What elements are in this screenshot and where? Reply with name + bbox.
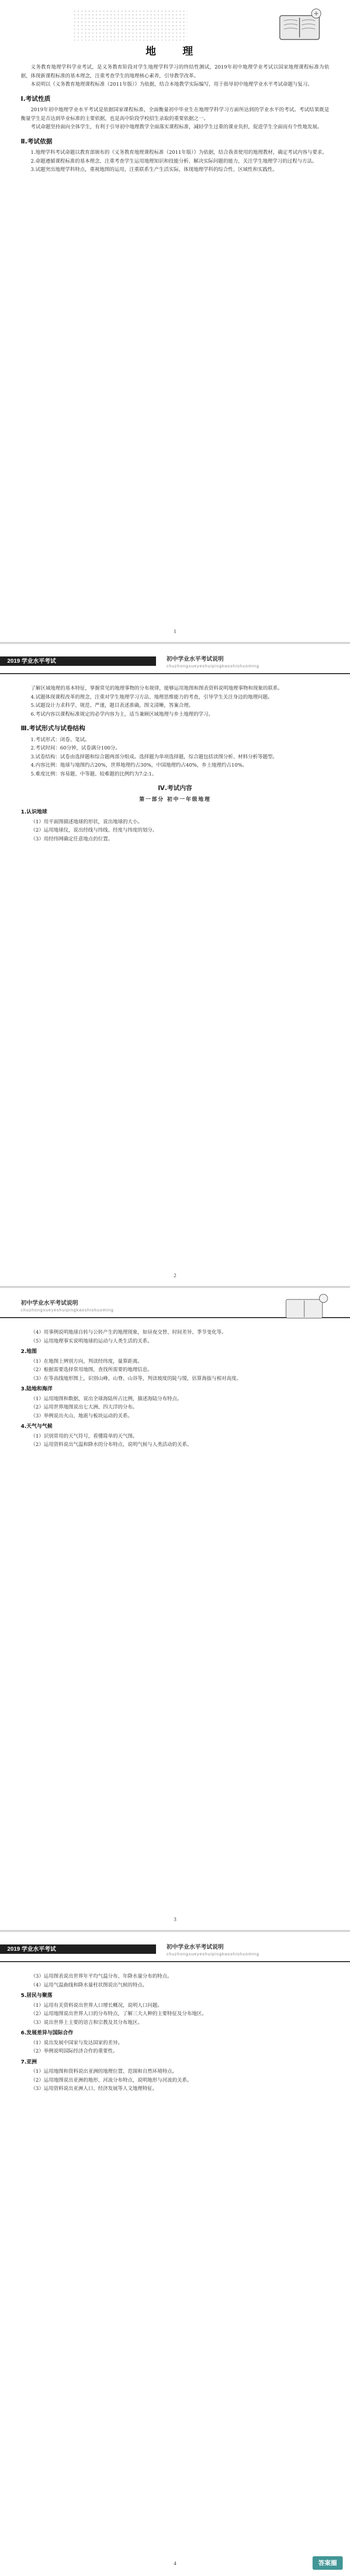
topic-heading: 1.认识地球 — [21, 809, 47, 815]
header-pinyin: chuzhongxueyeshuipingkaoshishuoming — [166, 1952, 260, 1956]
body-paragraph: （1）说出发展中国家与发达国家的差异。 — [31, 2040, 123, 2046]
page-number: 4 — [174, 2561, 176, 2567]
body-paragraph: （3）运用资料说出亚洲人口、经济发展等人文地理特征。 — [31, 2086, 158, 2092]
body-paragraph: （1）运用地图和数据，说出全球海陆所占比例，描述海陆分布特点。 — [31, 1396, 183, 1402]
header-rule — [0, 673, 350, 674]
body-paragraph: （4）运用气温曲线和降水量柱状图说出气候的特点。 — [31, 1982, 148, 1988]
page-title: 地 理 — [146, 45, 204, 57]
body-paragraph: 2019年初中地理学业水平考试是依据国家课程标准，全面衡量初中毕业生在地理学科学习方面所达到的学业水平的考试。考试结果既是衡量学生是否达到毕业标准的主要依据，也是高中阶段学校招生录取的重要依据之一。 — [21, 107, 329, 122]
body-paragraph: 4.试题体现课程改革的理念，注重对学生地理学习方法、地理思维能力的考查，引导学生关注身边的地理问题。 — [31, 694, 273, 700]
page-1-body — [21, 63, 329, 175]
topic-heading: 4.天气与气候 — [21, 1424, 53, 1429]
document-page-1 — [0, 0, 350, 644]
header-title: 初中学业水平考试说明 — [166, 656, 224, 662]
intro-paragraph: 本说明以《义务教育地理课程标准（2011年版）》为依据，结合本地教学实际编写，用于指导初中地理学业水平考试命题与复习。 — [31, 82, 313, 87]
intro-paragraph: 义务教育地理学科学业考试，是义务教育阶段对学生地理学科学习的终结性测试，2019年初中地理学业考试以国家地理课程标准为依据，体现新课程标准的基本理念，注重考查学生的地理核心素养，引导教学改革。 — [21, 64, 329, 79]
decorative-dot-pattern — [73, 9, 187, 41]
body-paragraph: （3）在等高线地形图上，识别山峰、山脊、山谷等，判读坡度的陡与缓，估算海拔与相对高度。 — [31, 1375, 242, 1382]
subsection-heading-centered: 第一部分 初中一年级地理 — [139, 796, 211, 803]
site-watermark: 答案圈 — [313, 2556, 343, 2570]
running-header — [0, 1941, 350, 1963]
body-paragraph: 2.考试时间：60分钟，试卷满分100分。 — [31, 745, 121, 751]
section-heading: Ⅰ.考试性质 — [21, 95, 51, 102]
body-paragraph: （1）在地图上辨别方向，判读经纬度，量算距离。 — [31, 1358, 143, 1364]
body-paragraph: （3）举例说出火山、地震与板块运动的关系。 — [31, 1413, 133, 1419]
header-title: 初中学业水平考试说明 — [166, 1944, 224, 1950]
body-paragraph: （4）用事例说明地球自转与公转产生的地理现象，如昼夜交替、时间差异、季节变化等。 — [31, 1330, 227, 1335]
page-4-body — [21, 1973, 329, 2094]
page-number: 2 — [174, 1273, 176, 1279]
topic-heading: 3.陆地和海洋 — [21, 1386, 53, 1392]
body-paragraph: 1.地理学科考试命题以教育部颁布的《义务教育地理课程标准（2011年版）》为依据，结合我省使用的地理教材，确定考试内容与要求。 — [31, 150, 327, 155]
body-paragraph: （2）运用资料说出气温和降水的分布特点，说明气候与人类活动的关系。 — [31, 1442, 192, 1448]
body-paragraph: （1）运用地图和资料说出亚洲的地理位置、范围和自然环境特点。 — [31, 2069, 177, 2074]
topic-heading: 6.发展差异与国际合作 — [21, 2030, 73, 2036]
body-paragraph: （2）举例说明国际经济合作的重要性。 — [31, 2048, 118, 2054]
header-badge: 2019 学业水平考试 — [0, 1944, 156, 1954]
running-header — [0, 653, 350, 675]
body-paragraph: 1.考试形式：闭卷、笔试。 — [31, 737, 90, 743]
body-paragraph: （3）运用图表说出世界年平均气温分布、年降水量分布的特点。 — [31, 1974, 173, 1979]
body-paragraph: （3）说出世界上主要的语言和宗教及其分布地区。 — [31, 2019, 143, 2026]
body-paragraph: （2）运用地图说出亚洲的地形、河流分布特点，说明地形与河流的关系。 — [31, 2077, 192, 2083]
document-page-3 — [0, 1288, 350, 1932]
body-paragraph: 考试命题坚持面向全体学生，有利于引导初中地理教学全面落实课程标准，减轻学生过重的课业负担，促进学生全面而有个性地发展。 — [31, 124, 322, 130]
body-paragraph: （2）运用地图说出世界人口的分布特点，了解三大人种的主要特征及分布地区。 — [31, 2011, 207, 2017]
section-heading: Ⅲ.考试形式与试卷结构 — [21, 725, 85, 732]
book-logo-icon — [270, 5, 328, 46]
body-paragraph: 3.试卷结构：试卷由选择题和综合题两部分组成。选择题为单项选择题，综合题包括读图分析、材料分析等题型。 — [31, 754, 278, 760]
body-paragraph: （1）用平面图描述地球的形状，说出地球的大小。 — [31, 819, 143, 825]
book-logo-icon — [281, 1292, 333, 1321]
body-paragraph: （5）运用地理事实说明地球的运动与人类生活的关系。 — [31, 1338, 153, 1344]
header-pinyin: chuzhongxueyeshuipingkaoshishuoming — [21, 1308, 114, 1312]
section-heading: Ⅱ.考试依据 — [21, 137, 53, 145]
topic-heading: 5.居民与聚落 — [21, 1993, 53, 1999]
body-paragraph: 5.难度比例：容易题、中等题、较难题的比例约为7:2:1。 — [31, 771, 157, 777]
body-paragraph: （3）用经纬网确定任意地点的位置。 — [31, 836, 113, 842]
body-paragraph: 2.命题遵循课程标准的基本理念，注重考查学生运用地理知识和技能分析、解决实际问题的能力，关注学生地理学习的过程与方法。 — [31, 158, 317, 164]
body-paragraph: （2）运用地球仪，说出经线与纬线、经度与纬度的划分。 — [31, 827, 158, 833]
section-heading-centered: Ⅳ.考试内容 — [158, 784, 192, 792]
topic-heading: 7.亚洲 — [21, 2059, 37, 2065]
body-paragraph: （2）根据需要选择常用地图，查找所需要的地理信息。 — [31, 1367, 153, 1373]
body-paragraph: （2）运用世界地图说出七大洲、四大洋的分布。 — [31, 1404, 138, 1410]
page-number: 3 — [174, 1917, 176, 1923]
body-paragraph: 4.内容比例：地球与地图约占20%，世界地理约占30%，中国地理约占40%，乡土地理约占10%。 — [31, 763, 248, 768]
header-rule — [0, 1961, 350, 1962]
body-paragraph: 6.考试内容以课程标准规定的必学内容为主，适当兼顾区域地理与乡土地理的学习。 — [31, 711, 214, 717]
page-3-body — [21, 1329, 329, 1450]
document-page-2 — [0, 644, 350, 1288]
page-2-body — [21, 685, 329, 844]
body-paragraph: 5.试题设计力求科学、规范、严谨，题目表述准确，图文清晰，答案合理。 — [31, 703, 194, 708]
page-number: 1 — [174, 629, 176, 635]
header-badge: 2019 学业水平考试 — [0, 656, 156, 666]
body-paragraph: 3.试题突出地理学科特点，重视地图的运用，注重联系生产生活实际，体现地理学科的综合性、区域性和实践性。 — [31, 167, 278, 173]
topic-heading: 2.地图 — [21, 1349, 37, 1355]
body-paragraph: 了解区域地理的基本特征，掌握常见的地理事物的分布规律，能够运用地图和图表资料说明地理事物和现象的联系。 — [31, 686, 283, 691]
body-paragraph: （1）运用有关资料说出世界人口增长概况，说明人口问题。 — [31, 2002, 163, 2008]
header-pinyin: chuzhongxueyeshuipingkaoshishuoming — [166, 664, 260, 668]
header-title: 初中学业水平考试说明 — [21, 1300, 78, 1306]
document-page-4 — [0, 1932, 350, 2576]
body-paragraph: （1）识别常用的天气符号，看懂简单的天气图。 — [31, 1433, 138, 1439]
